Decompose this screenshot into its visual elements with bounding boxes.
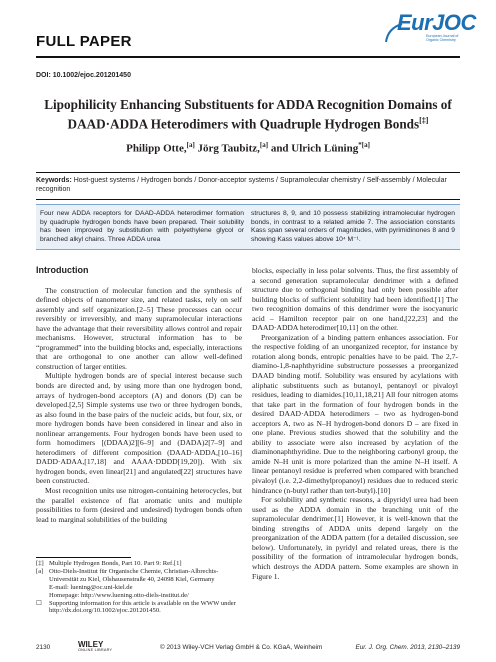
footnote-mark: [‡]: [36, 560, 44, 567]
footnote-email[interactable]: E-mail: luening@oc.uni-kiel.de: [49, 583, 133, 591]
author-name: Jörg Taubitz,: [194, 142, 260, 155]
footnote: [36, 592, 242, 600]
title-line1: Lipophilicity Enhancing Substituents for ADDA Recognition Domains of: [44, 97, 452, 112]
author-affiliation: *[a]: [358, 141, 370, 149]
abstract-left: Four new ADDA receptors for DAAD-ADDA heterodimer formation by quadruple hydrogen bonds have been prepared. Their solubility has been improved by substitution with polyethylene glycol or branched alkyl chains. Three ADDA urea: [40, 210, 244, 243]
body-column-left: [36, 266, 242, 524]
page-header: [0, 0, 496, 58]
keywords-label: Keywords:: [36, 177, 72, 184]
online-library-label: ONLINE LIBRARY: [78, 648, 113, 652]
paragraph: The construction of molecular function and the synthesis of defined objects of nanometer size, and related tasks, rely on self assembly and self organization.[2–5] These processes can occur reversibly or irreversibly, and many supramolecular interactions have the advantage that their reversibility allows control and repair mechanisms. However, structural information has to be “programmed” into the building blocks and, especially, interactions that are orthogonal to one another can allow well-defined construction of larger entities.: [36, 285, 242, 371]
author-affiliation: [a]: [186, 141, 195, 149]
footnote-rule: [36, 557, 131, 558]
paragraph: For solubility and synthetic reasons, a dipyridyl urea had been used as the ADDA domain in the branching unit of the supramolecular dendrimer.[1] However, it is well-known that the binding strengths of ADDA units depend largely on the preorganization of the ADDA pattern (for a detailed discussion, see below). Unfortunately, in pyridyl and related ureas, there is the possibility of the formation of intramolecular hydrogen bonds, which destroys the ADDA pattern. Some examples are shown in Figure 1.: [252, 495, 458, 581]
paragraph: Preorganization of a binding pattern enhances association. For the respective folding of an unorganized receptor, for instance by rotation along bonds, entropic penalties have to be paid. The 2,7-diamino-1,8-naphthyridine substructure possesses a preorganized DAAD binding motif. Solubility was ensured by acylations with aliphatic substituents such as butanoyl, pentanoyl or pivaloyl residues, leading to diamides.[10,11,18,21] All four nitrogen atoms that take part in the formation of four hydrogen bonds in the desired DAAD·ADDA heterodimers – two as hydrogen-bond acceptors A, two as N–H hydrogen-bond donors D – are fixed in one plane. Previous studies showed that the solubility and the ability to associate were also increased by acylation of the diaminonaphthyridine. Due to the neighboring carbonyl group, the amide N–H unit is more polarized than the amine N–H itself. A linear pentanoyl residue is preferred when compared with branched pivaloyl (i.e. 2,2-dimethylpropanoyl) residues due to reduced steric hindrance (n-butyl rather than tert-butyl).[10]: [252, 332, 458, 495]
author-list: [40, 141, 456, 155]
footnote: [36, 584, 242, 592]
footnote-text: Otto-Diels-Institut für Organische Chemie, Christian-Albrechts-Universität zu Kiel, Olshausenstraße 40, 24098 Kiel, Germany: [49, 567, 219, 583]
keywords-rule-bottom: [36, 199, 460, 200]
title-ref: [‡]: [419, 116, 429, 125]
publisher-logo: WILEY: [78, 640, 104, 649]
doi: DOI: 10.1002/ejoc.201201450: [36, 72, 131, 79]
page-footer: [36, 640, 460, 654]
keywords: [36, 176, 460, 195]
footnote-homepage-link[interactable]: Homepage: http://www.luening.otto-diels-institut.de/: [49, 591, 189, 599]
journal-reference: Eur. J. Org. Chem. 2013, 2130–2139: [355, 644, 460, 651]
footnote-supporting-info[interactable]: Supporting information for this article is available on the WWW under http://dx.doi.org/10.1002/ejoc.201201450.: [49, 599, 236, 615]
author-affiliation: [a]: [259, 141, 269, 149]
footnote: [36, 600, 242, 616]
keywords-rule-top: [36, 172, 460, 173]
footnote: [36, 568, 242, 584]
keywords-text: Host-guest systems / Hydrogen bonds / Donor-acceptor systems / Supramolecular chemistry / Self-assembly / Molecular recognition: [36, 177, 447, 194]
footnote-text: Multiple Hydrogen Bonds, Part 10. Part 9: Ref.[1]: [49, 560, 182, 567]
abstract-right: structures 8, 9, and 10 possess stabilizing intramolecular hydrogen bonds, in contrast to a related amide 7. The association constants Kass span several orders of magnitudes, with pyrimidinones 8 and 9 showing Kass values above 10⁴ M⁻¹.: [251, 210, 455, 243]
footnotes: [36, 560, 242, 615]
journal-logo: [384, 10, 476, 50]
section-heading-introduction: Introduction: [36, 265, 89, 275]
footnote-mark: [36, 584, 49, 592]
section-label: FULL PAPER: [36, 33, 132, 50]
author-name: Philipp Otte,: [126, 142, 187, 155]
logo-subtext: European Journal of Organic Chemistry: [426, 34, 459, 42]
header-rule: [36, 56, 460, 58]
copyright: © 2013 Wiley-VCH Verlag GmbH & Co. KGaA, Weinheim: [160, 644, 323, 651]
footnote-mark: [36, 592, 49, 600]
logo-text: EurJOC: [397, 10, 476, 35]
title-line2: DAAD·ADDA Heterodimers with Quadruple Hydrogen Bonds: [67, 116, 420, 132]
footnote-mark: [a]: [36, 567, 44, 575]
page-number: 2130: [36, 644, 51, 651]
paragraph: blocks, especially in less polar solvents. Thus, the first assembly of a second generation supramolecular dendrimer with a defined structure due to orthogonal binding had only been possible after building blocks of sufficient solubility had been identified.[1] The two recognition domains of this dendrimer were the isocyanuric acid – Hamilton receptor pair on one hand,[22,23] and the DAAD·ADDA heterodimer[10,11] on the other.: [252, 266, 458, 333]
author-name: and Ulrich Lüning: [268, 142, 359, 155]
footnote: [36, 560, 242, 568]
paragraph: Most recognition units use nitrogen-containing heterocycles, but the parallel existence of flat aromatic units and multiple possibilities to form (desired and undesired) hydrogen bonds often lead to marginal solubilities of the building: [36, 486, 242, 524]
body-column-right: [252, 266, 458, 581]
supporting-info-icon: ☐: [36, 599, 42, 607]
article-title: [40, 97, 456, 132]
abstract: [36, 204, 460, 250]
paragraph: Multiple hydrogen bonds are of special interest because such bonds are directed and, by using more than one hydrogen bond, arrays of hydrogen-bond acceptors (A) and donors (D) can be developed.[2,5] Simple systems use two or three hydrogen bonds, as also found in the base pairs of the nucleic acids, but four, six, or more hydrogen bonds have been considered in linear and also in nonlinear arrangements. Four hydrogen bonds have been used to form homodimers [(DDAA)2][6–9] and (DADA)2[7–9] and heterodimers of different composition (DAAD·ADDA,[10–16] DADD·ADAA,[17,18] and AAAA·DDDD[19,20]). With six hydrogen bonds, even linear[21] and angulated[22] structures have been constructed.: [36, 371, 242, 486]
